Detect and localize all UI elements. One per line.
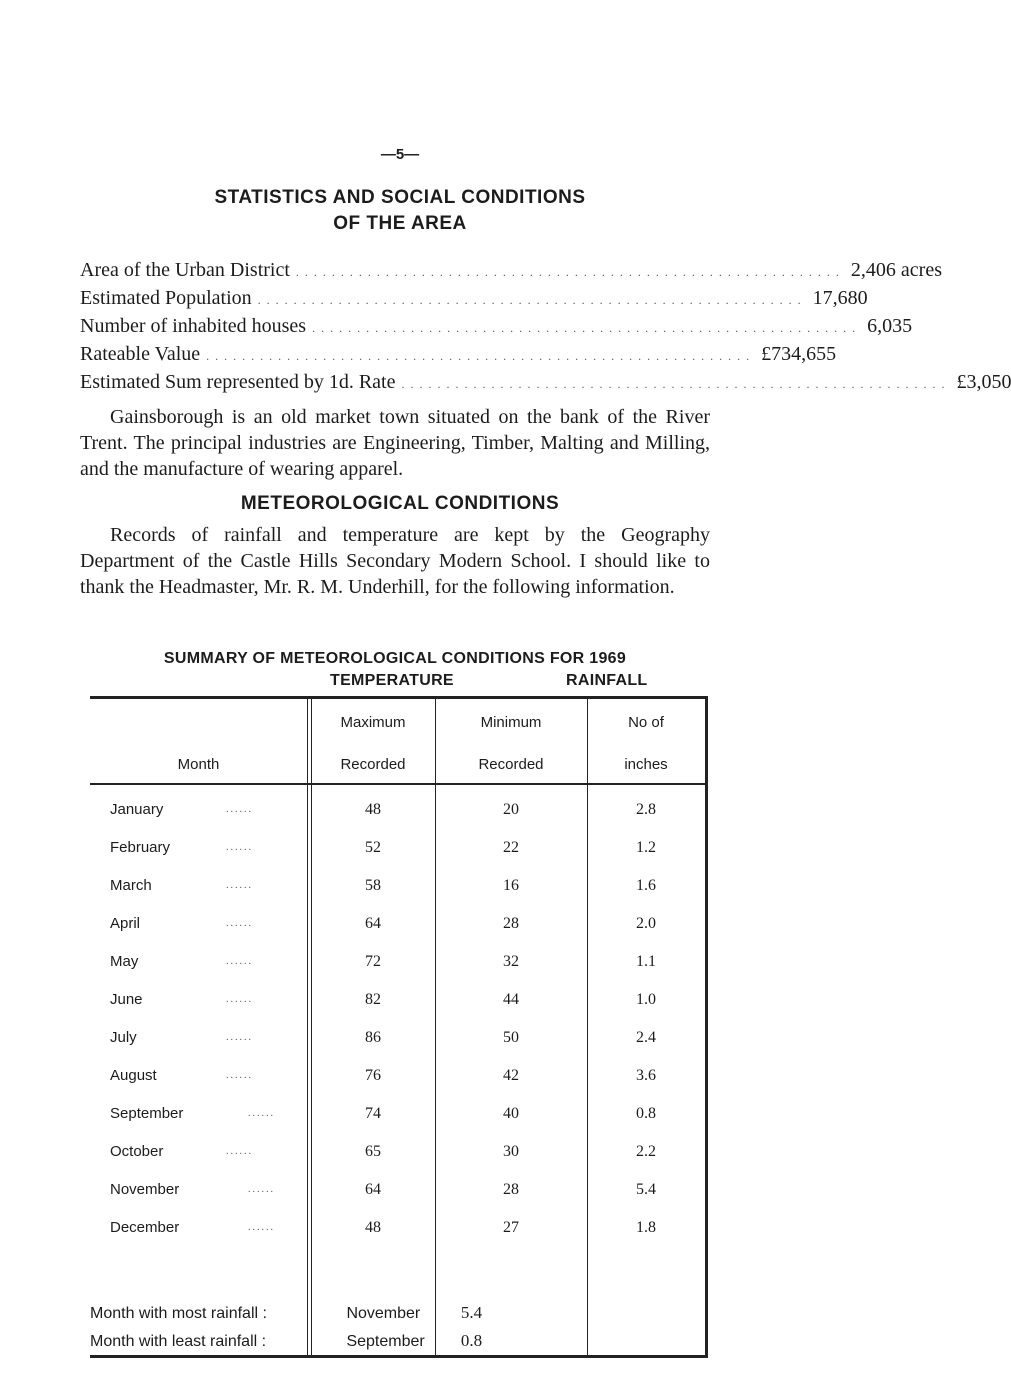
table-row xyxy=(90,1061,705,1091)
table-row xyxy=(90,1137,705,1167)
max-cell: 82 xyxy=(365,991,381,1008)
dot-leader: ...... xyxy=(248,1222,275,1233)
rain-cell: 2.4 xyxy=(636,1029,656,1046)
least-rainfall-month: September xyxy=(346,1333,425,1350)
min-cell: 42 xyxy=(503,1067,519,1084)
max-cell: 52 xyxy=(365,839,381,856)
rain-cell: 1.8 xyxy=(636,1219,656,1236)
table-row xyxy=(90,947,705,977)
table-row xyxy=(90,833,705,863)
stat-label: Number of inhabited houses xyxy=(80,315,307,337)
stat-row xyxy=(80,312,913,340)
header-rainfall-sub: inches xyxy=(624,756,668,773)
statistics-heading: STATISTICS AND SOCIAL CONDITIONS xyxy=(214,187,586,208)
stat-row xyxy=(80,256,942,284)
dot-leader: ...... xyxy=(226,804,253,815)
rain-cell: 1.2 xyxy=(636,839,656,856)
table-row xyxy=(90,1099,705,1129)
dot-leader: ............................................................. xyxy=(206,349,756,363)
max-cell: 72 xyxy=(365,953,381,970)
dot-leader: ............................................................. xyxy=(401,377,951,391)
table-row xyxy=(90,909,705,939)
stat-row xyxy=(80,284,868,312)
page-number: —5— xyxy=(380,146,420,163)
most-rainfall-value: 5.4 xyxy=(460,1303,483,1322)
rain-cell: 3.6 xyxy=(636,1067,656,1084)
dot-leader: ...... xyxy=(226,994,253,1005)
stat-value: 17,680 xyxy=(812,287,868,309)
max-cell: 48 xyxy=(365,1219,381,1236)
statistics-subheading: OF THE AREA xyxy=(333,213,467,234)
most-rainfall-label: Month with most rainfall : xyxy=(90,1305,267,1322)
rain-cell: 1.0 xyxy=(636,991,656,1008)
min-cell: 30 xyxy=(503,1143,519,1160)
dot-leader: ...... xyxy=(248,1108,275,1119)
most-rainfall-summary xyxy=(90,1300,482,1327)
month-cell: August xyxy=(110,1067,157,1084)
table-row xyxy=(90,871,705,901)
month-cell: July xyxy=(110,1029,137,1046)
header-divider xyxy=(90,783,705,785)
header-maximum-sub: Recorded xyxy=(340,756,406,773)
dot-leader: ............................................................. xyxy=(295,265,845,279)
month-cell: September xyxy=(110,1105,184,1122)
min-cell: 22 xyxy=(503,839,519,856)
dot-leader: ...... xyxy=(226,918,253,929)
month-cell: November xyxy=(110,1181,180,1198)
month-cell: February xyxy=(110,839,171,856)
dot-leader: ...... xyxy=(226,1146,253,1157)
max-cell: 64 xyxy=(365,915,381,932)
records-paragraph: Records of rainfall and temperature are kept by the Geography Department of the Castle Hills Secondary Modern School. I should like to thank the Headmaster, Mr. R. M. Underhill, for the following information. xyxy=(80,524,710,598)
meteorological-table xyxy=(90,696,708,1358)
min-cell: 28 xyxy=(503,1181,519,1198)
min-cell: 27 xyxy=(503,1219,519,1236)
dot-leader: ...... xyxy=(226,1032,253,1043)
statistics-list xyxy=(80,256,1011,396)
month-cell: April xyxy=(110,915,141,932)
dot-leader: ...... xyxy=(226,956,253,967)
dot-leader: ...... xyxy=(226,1070,253,1081)
least-rainfall-value: 0.8 xyxy=(460,1331,483,1350)
rain-cell: 1.6 xyxy=(636,877,656,894)
max-cell: 74 xyxy=(365,1105,381,1122)
month-cell: March xyxy=(110,877,152,894)
max-cell: 48 xyxy=(365,801,381,818)
least-rainfall-summary xyxy=(90,1328,482,1355)
max-cell: 58 xyxy=(365,877,381,894)
stat-label: Rateable Value xyxy=(80,343,201,365)
meteorological-heading: METEOROLOGICAL CONDITIONS xyxy=(240,493,560,514)
stat-label: Estimated Population xyxy=(80,287,252,309)
least-rainfall-label: Month with least rainfall : xyxy=(90,1333,267,1350)
min-cell: 44 xyxy=(503,991,519,1008)
max-cell: 64 xyxy=(365,1181,381,1198)
town-description: Gainsborough is an old market town situated on the bank of the River Trent. The principal industries are Engineering, Timber, Malting and Milling, and the manufacture of wearing apparel. xyxy=(80,406,710,480)
month-cell: May xyxy=(110,953,139,970)
rain-cell: 2.8 xyxy=(636,801,656,818)
rain-cell: 1.1 xyxy=(636,953,656,970)
most-rainfall-month: November xyxy=(346,1305,421,1322)
dot-leader: ...... xyxy=(226,880,253,891)
stat-row xyxy=(80,340,837,368)
min-cell: 20 xyxy=(503,801,519,818)
month-cell: June xyxy=(110,991,143,1008)
min-cell: 32 xyxy=(503,953,519,970)
max-cell: 65 xyxy=(365,1143,381,1160)
header-month: Month xyxy=(177,756,220,773)
rain-cell: 5.4 xyxy=(636,1181,656,1198)
stat-value: £3,050 xyxy=(956,371,1011,393)
summary-title: SUMMARY OF METEOROLOGICAL CONDITIONS FOR 1969 xyxy=(163,650,627,667)
max-cell: 86 xyxy=(365,1029,381,1046)
header-minimum-sub: Recorded xyxy=(478,756,544,773)
rainfall-group-label: RAINFALL xyxy=(566,672,648,689)
header-minimum: Minimum xyxy=(480,714,542,731)
header-maximum: Maximum xyxy=(340,714,406,731)
temperature-group-label: TEMPERATURE xyxy=(330,672,454,689)
table-row xyxy=(90,1175,705,1205)
table-row xyxy=(90,985,705,1015)
stat-row xyxy=(80,368,1011,396)
stat-label: Estimated Sum represented by 1d. Rate xyxy=(80,371,396,393)
dot-leader: ...... xyxy=(226,842,253,853)
min-cell: 28 xyxy=(503,915,519,932)
min-cell: 16 xyxy=(503,877,519,894)
stat-value: 2,406 acres xyxy=(850,259,942,281)
month-cell: October xyxy=(110,1143,164,1160)
rain-cell: 2.0 xyxy=(636,915,656,932)
max-cell: 76 xyxy=(365,1067,381,1084)
rain-cell: 0.8 xyxy=(636,1105,656,1122)
stat-value: 6,035 xyxy=(867,315,913,337)
dot-leader: ............................................................. xyxy=(312,321,862,335)
rain-cell: 2.2 xyxy=(636,1143,656,1160)
min-cell: 40 xyxy=(503,1105,519,1122)
stat-label: Area of the Urban District xyxy=(80,259,290,281)
dot-leader: ............................................................. xyxy=(257,293,807,307)
min-cell: 50 xyxy=(503,1029,519,1046)
dot-leader: ...... xyxy=(248,1184,275,1195)
header-rainfall: No of xyxy=(628,714,664,731)
table-row xyxy=(90,1213,705,1243)
table-row xyxy=(90,795,705,825)
month-cell: January xyxy=(110,801,164,818)
month-cell: December xyxy=(110,1219,180,1236)
stat-value: £734,655 xyxy=(761,343,837,365)
table-row xyxy=(90,1023,705,1053)
